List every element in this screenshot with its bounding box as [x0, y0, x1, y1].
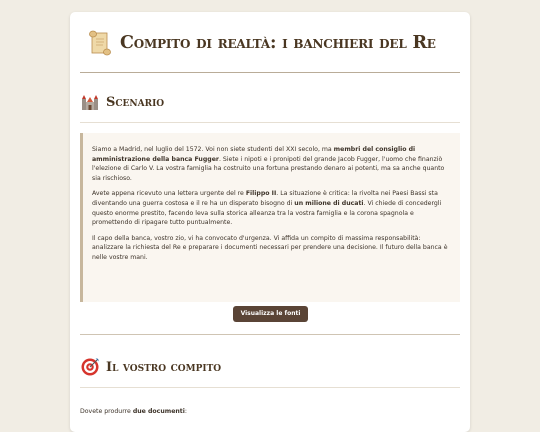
page-header [88, 29, 436, 57]
header-divider [80, 72, 460, 73]
main-card [70, 12, 470, 432]
scenario-paragraph-2: Avete appena ricevuto una lettera urgente del re Filippo II. La situazione è critica: la rivolta nei Paesi Bassi sta diventando una guerra costosa e il re ha un disperato bisogno di un milione di ducati. Vi chiede di concedergli questo enorme prestito, facendo leva sulla storica alleanza tra la vostra famiglia e la corona spagnola e promettendo di ripagare tutto puntualmente. [92, 190, 442, 227]
view-sources-button[interactable]: Visualizza le fonti [233, 306, 308, 322]
scenario-divider [80, 122, 460, 123]
scenario-box [80, 133, 460, 302]
task-divider [80, 387, 460, 388]
target-icon [80, 357, 100, 377]
scenario-paragraph-1: Siamo a Madrid, nel luglio del 1572. Voi non siete studenti del XXI secolo, ma membri del consiglio di amministrazione della banca Fugger. Siete i nipoti e i pronipoti del grande Jacob Fugger, l'uomo che finanziò l'elezione di Carlo V. La vostra famiglia ha costruito una fortuna prestando denaro ai potenti, ma sa anche quanto sia rischioso. [92, 146, 445, 182]
task-header [80, 357, 221, 377]
scenario-heading: Scenario [106, 94, 165, 110]
task-heading: Il vostro compito [106, 359, 222, 375]
scenario-paragraph-3: Il capo della banca, vostro zio, vi ha convocato d'urgenza. Vi affida un compito di massima responsabilità: analizzare la richiesta del Re e preparare i documenti necessari per prendere una decisione. Il futuro della banca è nelle vostre mani. [92, 234, 448, 261]
task-intro: Dovete produrre due documenti: [80, 408, 187, 415]
castle-icon [80, 92, 100, 112]
page-title: Compito di realtà: i banchieri del Re [120, 33, 436, 53]
scroll-icon [88, 29, 112, 57]
section-divider [80, 334, 460, 335]
scenario-header [80, 92, 164, 112]
